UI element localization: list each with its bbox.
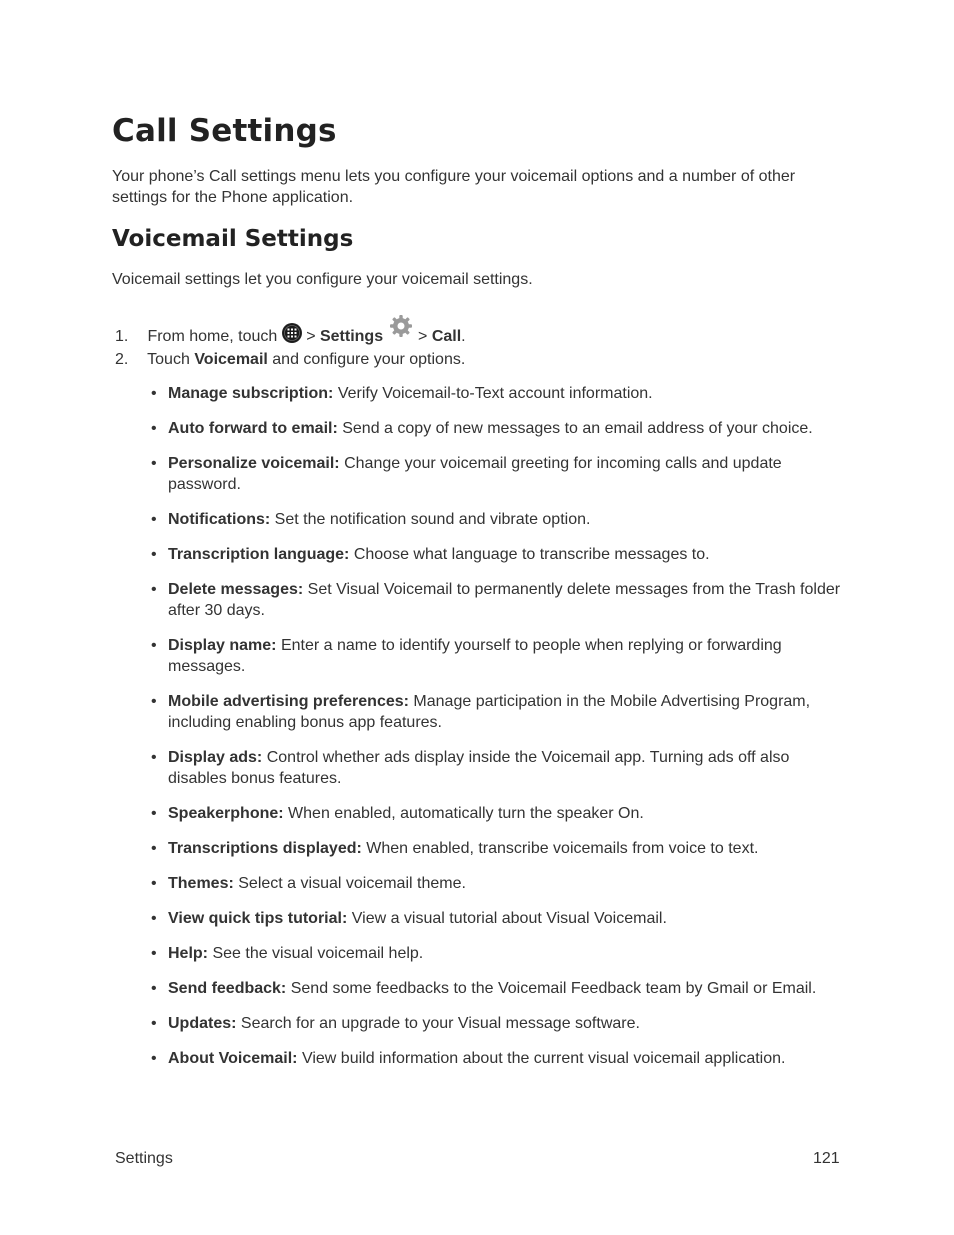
list-item: • Manage subscription: Verify Voicemail-to-Text account information.	[151, 385, 653, 402]
step-text: Touch	[147, 351, 190, 368]
option-desc: Set Visual Voicemail to permanently delete messages from the Trash folder after 30 days.	[168, 581, 841, 619]
option-desc: Control whether ads display inside the Voicemail app. Turning ads off also disables bonus features.	[168, 749, 790, 787]
list-item: • Send feedback: Send some feedbacks to the Voicemail Feedback team by Gmail or Email.	[151, 980, 817, 997]
list-item: • Transcription language: Choose what language to transcribe messages to.	[151, 546, 710, 563]
option-term: Personalize voicemail:	[168, 455, 340, 472]
section-intro: Voicemail settings let you configure your voicemail settings.	[112, 271, 533, 288]
option-desc: See the visual voicemail help.	[212, 945, 424, 962]
option-term: Themes:	[168, 875, 234, 892]
option-term: Display ads:	[168, 749, 263, 766]
separator: >	[306, 328, 316, 345]
list-item: • Display name: Enter a name to identify yourself to people when replying or forwarding messages.	[151, 637, 782, 675]
period: .	[461, 328, 466, 345]
voicemail-term: Voicemail	[194, 351, 268, 368]
option-term: Help:	[168, 945, 208, 962]
option-term: Speakerphone:	[168, 805, 284, 822]
option-desc: When enabled, automatically turn the speaker On.	[288, 805, 644, 822]
option-desc: When enabled, transcribe voicemails from voice to text.	[366, 840, 759, 857]
section-title: Voicemail Settings	[112, 226, 354, 252]
page-title: Call Settings	[112, 113, 337, 149]
option-term: Notifications:	[168, 511, 271, 528]
option-desc: Change your voicemail greeting for incoming calls and update password.	[168, 455, 782, 493]
step-1	[112, 313, 466, 347]
intro-paragraph: Your phone’s Call settings menu lets you configure your voicemail options and a number of other settings for the Phone application.	[112, 168, 796, 206]
option-term: Mobile advertising preferences:	[168, 693, 409, 710]
step-2	[112, 349, 465, 370]
option-desc: Verify Voicemail-to-Text account information.	[337, 385, 653, 402]
step-number: 2.	[115, 351, 129, 368]
separator: >	[418, 328, 428, 345]
option-desc: Manage participation in the Mobile Advertising Program, including enabling bonus app features.	[168, 693, 811, 731]
option-term: Updates:	[168, 1015, 237, 1032]
option-desc: Search for an upgrade to your Visual message software.	[240, 1015, 640, 1032]
option-desc: Select a visual voicemail theme.	[238, 875, 466, 892]
list-item: • Themes: Select a visual voicemail theme.	[151, 875, 466, 892]
list-item: • Delete messages: Set Visual Voicemail to permanently delete messages from the Trash folder after 30 days.	[151, 581, 841, 619]
option-desc: Enter a name to identify yourself to people when replying or forwarding messages.	[168, 637, 782, 675]
option-term: Delete messages:	[168, 581, 304, 598]
step-text: From home, touch	[147, 328, 278, 345]
option-desc: View a visual tutorial about Visual Voicemail.	[351, 910, 667, 927]
list-item: • Help: See the visual voicemail help.	[151, 945, 424, 962]
option-desc: Set the notification sound and vibrate option.	[274, 511, 591, 528]
settings-term: Settings	[319, 328, 384, 345]
voicemail-options-list	[151, 383, 848, 1083]
option-term: Auto forward to email:	[168, 420, 338, 437]
footer-page-number: 121	[813, 1150, 840, 1167]
option-desc: View build information about the current visual voicemail application.	[301, 1050, 786, 1067]
option-term: Transcription language:	[168, 546, 350, 563]
call-term: Call	[431, 328, 462, 345]
option-desc: Send a copy of new messages to an email address of your choice.	[342, 420, 813, 437]
list-item: • Auto forward to email: Send a copy of new messages to an email address of your choice.	[151, 420, 813, 437]
step-text: and configure your options.	[272, 351, 466, 368]
list-item: • Personalize voicemail: Change your voicemail greeting for incoming calls and update password.	[151, 455, 782, 493]
step-number: 1.	[115, 328, 129, 345]
list-item: • Speakerphone: When enabled, automatically turn the speaker On.	[151, 805, 644, 822]
footer-section-name: Settings	[115, 1150, 173, 1167]
option-term: About Voicemail:	[168, 1050, 298, 1067]
list-item: • Transcriptions displayed: When enabled, transcribe voicemails from voice to text.	[151, 840, 759, 857]
gear-icon	[388, 313, 414, 339]
option-term: Display name:	[168, 637, 277, 654]
list-item: • About Voicemail: View build information about the current visual voicemail application.	[151, 1050, 786, 1067]
option-desc: Send some feedbacks to the Voicemail Feedback team by Gmail or Email.	[290, 980, 817, 997]
option-desc: Choose what language to transcribe messages to.	[353, 546, 710, 563]
option-term: View quick tips tutorial:	[168, 910, 348, 927]
list-item: • Mobile advertising preferences: Manage participation in the Mobile Advertising Program, including enabling bonus app features.	[151, 693, 811, 731]
list-item: • Updates: Search for an upgrade to your Visual message software.	[151, 1015, 640, 1032]
option-term: Transcriptions displayed:	[168, 840, 362, 857]
apps-icon	[282, 323, 302, 343]
list-item: • Display ads: Control whether ads display inside the Voicemail app. Turning ads off also disables bonus features.	[151, 749, 790, 787]
list-item: • Notifications: Set the notification sound and vibrate option.	[151, 511, 591, 528]
option-term: Manage subscription:	[168, 385, 334, 402]
list-item: • View quick tips tutorial: View a visual tutorial about Visual Voicemail.	[151, 910, 667, 927]
option-term: Send feedback:	[168, 980, 287, 997]
